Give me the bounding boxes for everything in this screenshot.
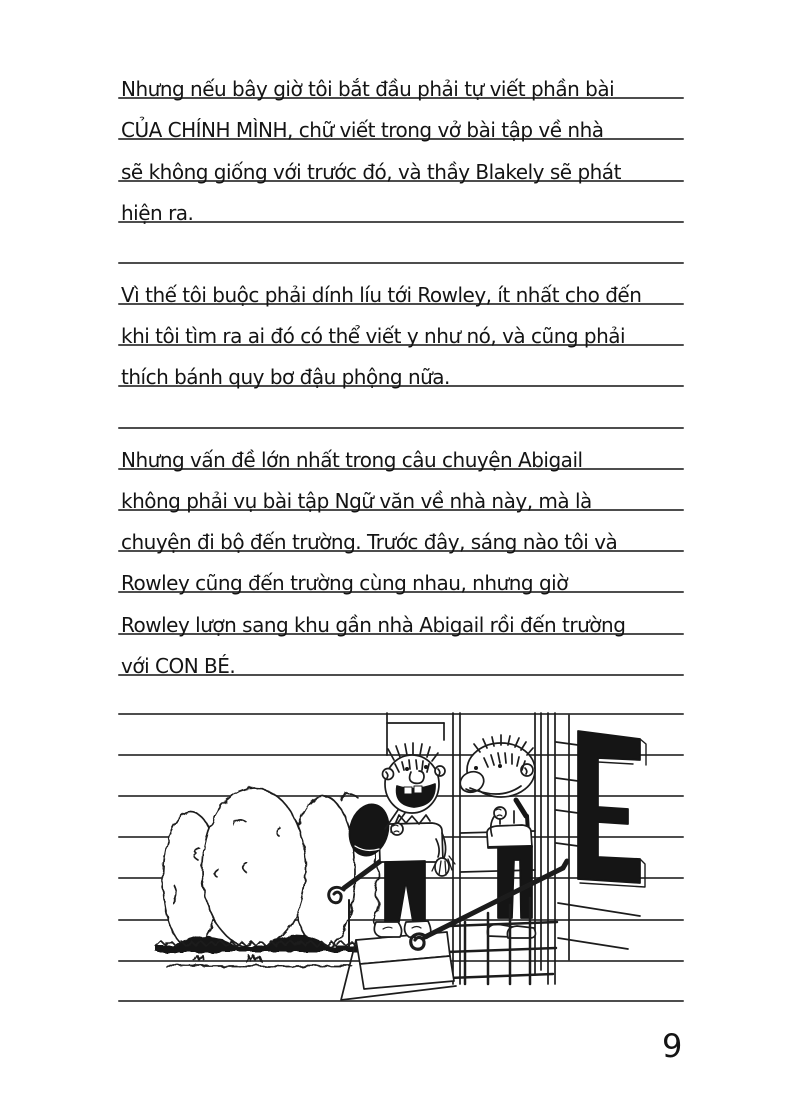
handwritten-line: Nhưng nếu bây giờ tôi bắt đầu phải tự viết phần bài — [121, 77, 615, 101]
page-number: 9 — [662, 1027, 683, 1065]
porch-illustration — [0, 700, 800, 1020]
handwritten-line: Rowley lượn sang khu gần nhà Abigail rồi đến trường — [121, 613, 626, 637]
handwritten-line: Vì thế tôi buộc phải dính líu tới Rowley, ít nhất cho đến — [121, 283, 642, 307]
handwritten-line: với CON BÉ. — [121, 654, 236, 678]
handwritten-line: CỦA CHÍNH MÌNH, chữ viết trong vở bài tập về nhà — [121, 118, 604, 142]
handwritten-line: Rowley cũng đến trường cùng nhau, nhưng giờ — [121, 571, 568, 595]
handwritten-line: sẽ không giống với trước đó, và thầy Blakely sẽ phát — [121, 160, 621, 184]
handwritten-line: không phải vụ bài tập Ngữ văn về nhà này, mà là — [121, 489, 592, 513]
handwritten-line: thích bánh quy bơ đậu phộng nữa. — [121, 365, 450, 389]
handwritten-line: Nhưng vấn đề lớn nhất trong câu chuyện Abigail — [121, 448, 583, 472]
rowley-character — [457, 735, 535, 938]
handwritten-line: hiện ra. — [121, 201, 194, 225]
porch-steps — [341, 932, 456, 1000]
bushes — [163, 788, 379, 948]
handwritten-line — [121, 404, 693, 434]
handwritten-line — [121, 239, 693, 269]
handwritten-line: chuyện đi bộ đến trường. Trước đây, sáng nào tôi và — [121, 530, 618, 554]
handwritten-line: khi tôi tìm ra ai đó có thể viết y như nó, và cũng phải — [121, 324, 626, 348]
shutter-e — [578, 731, 646, 887]
greg-character — [344, 743, 455, 938]
